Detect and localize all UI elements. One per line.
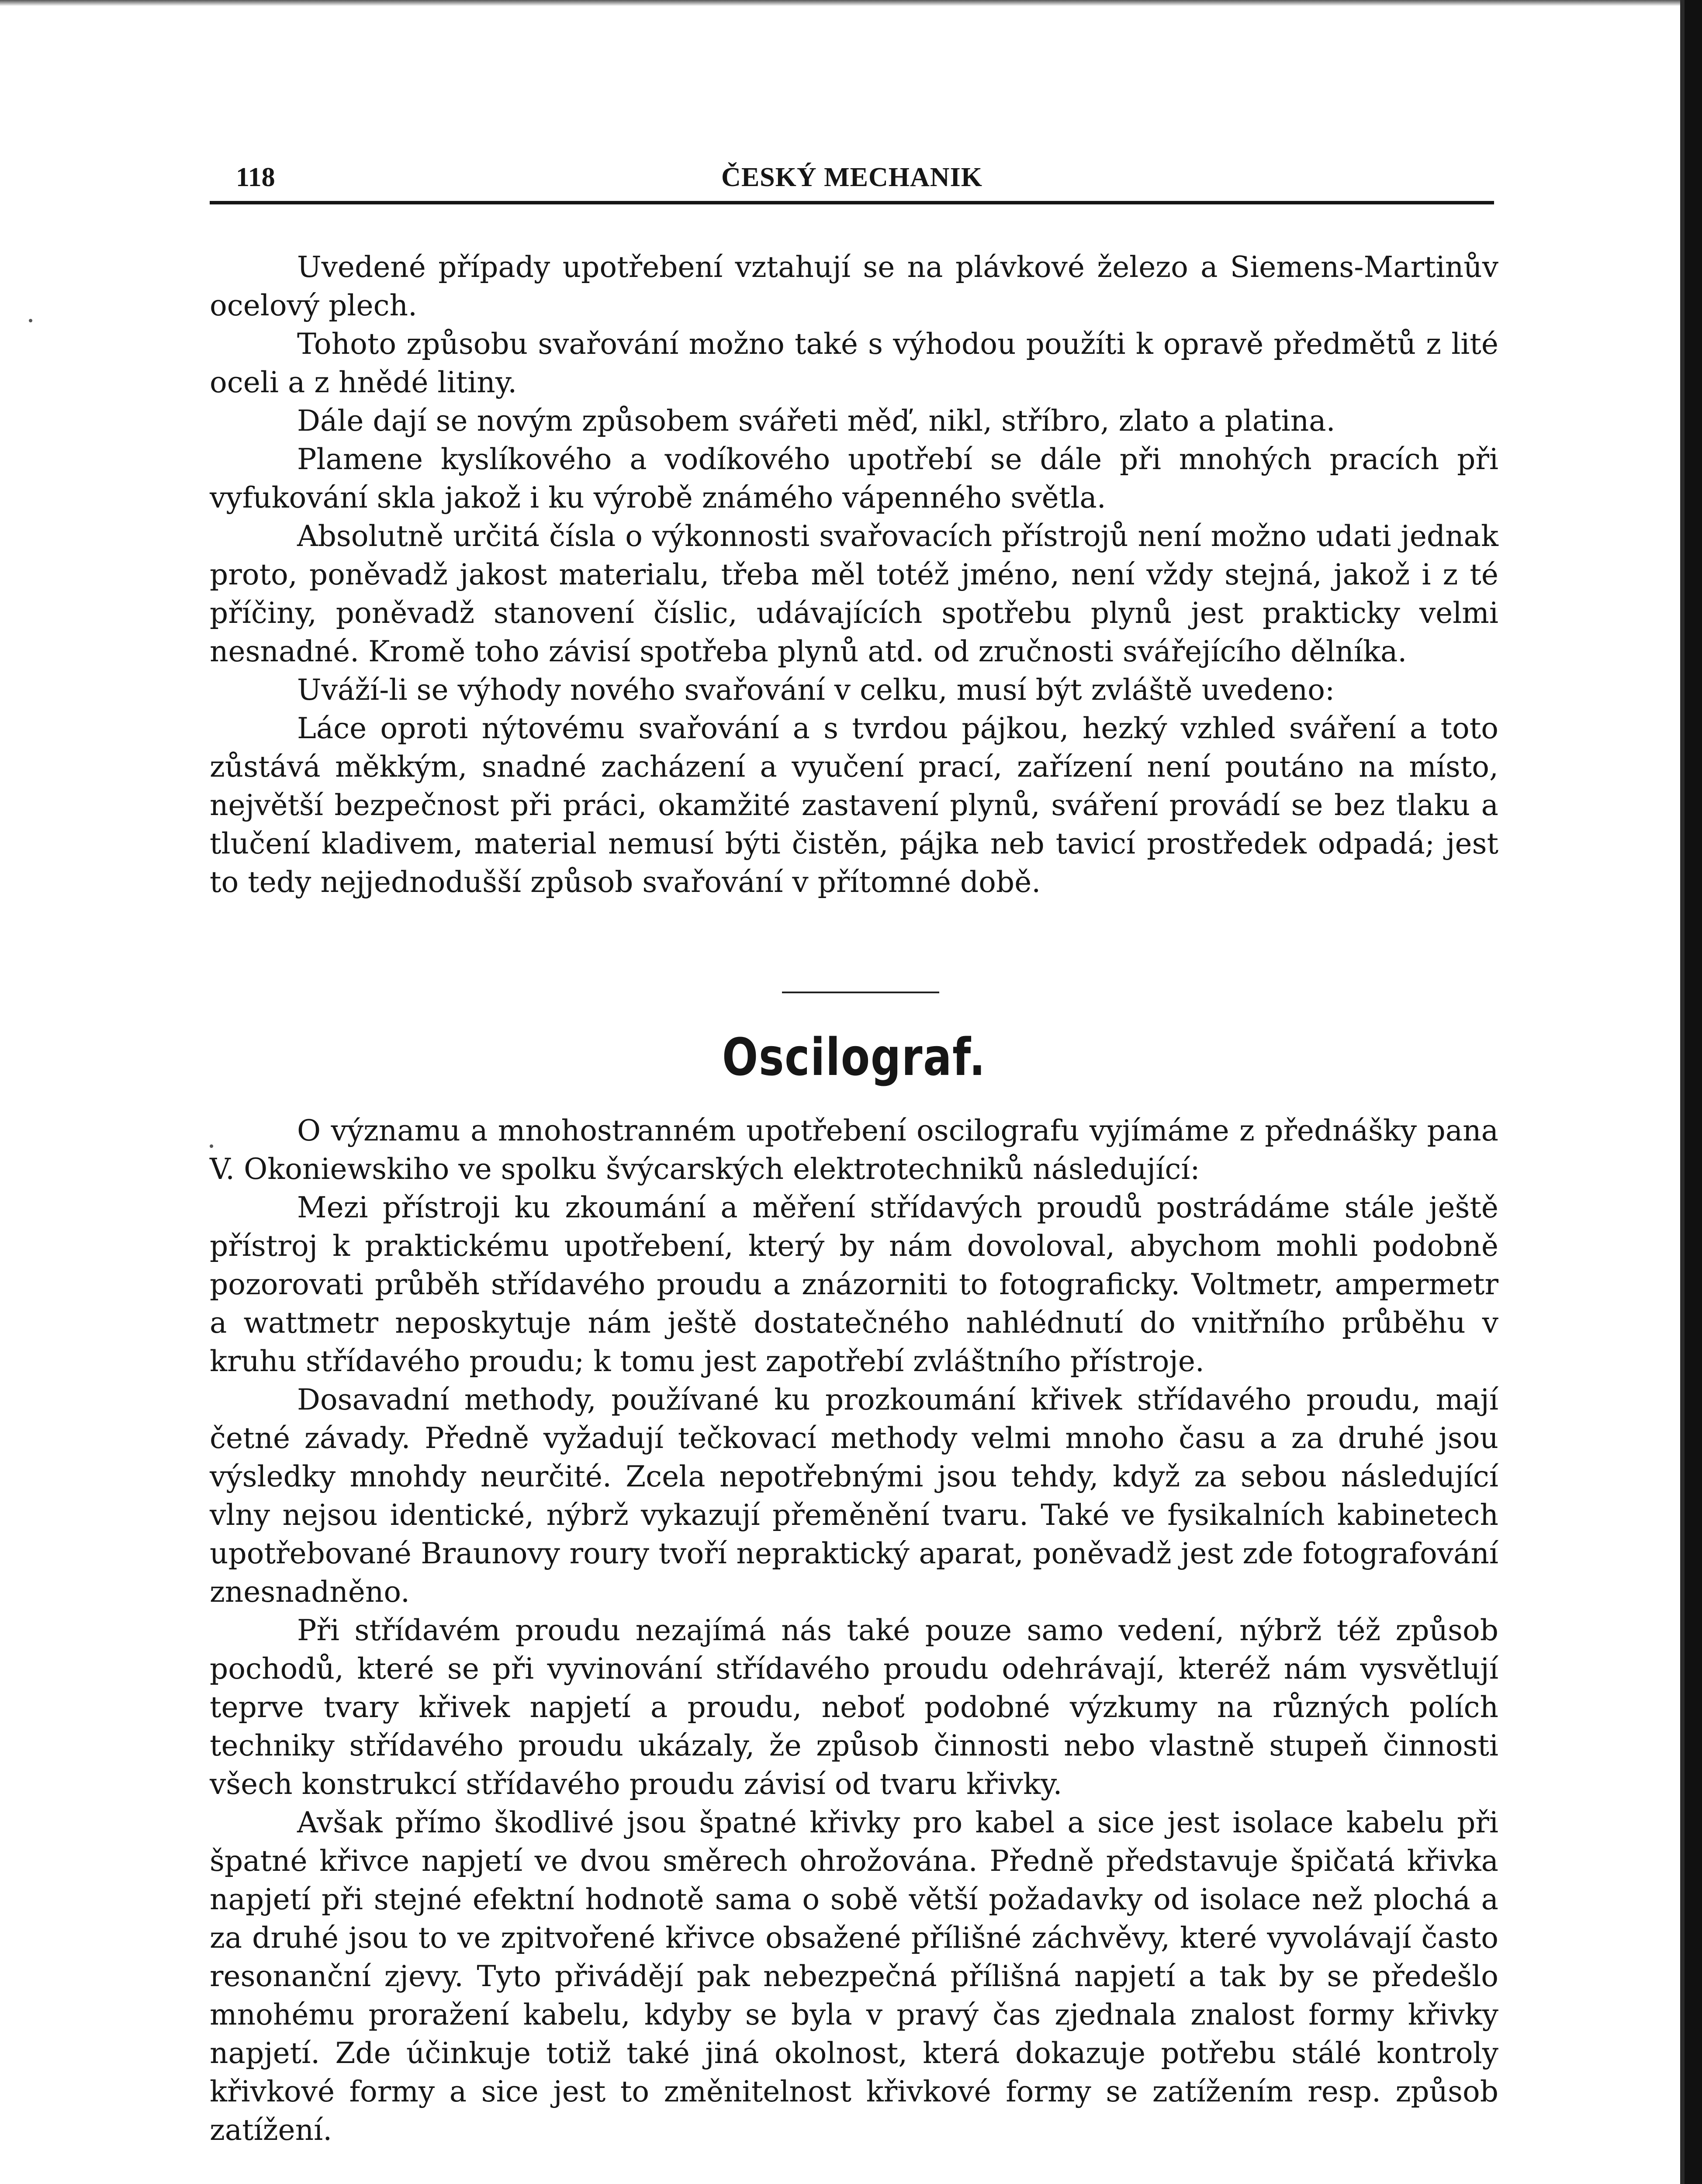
paragraph: Láce oproti nýtovému svařování a s tvrdou pájkou, hezký vzhled sváření a toto zůstává měkkým, snadné zacházení a vyučení prací, zařízení není poutáno na místo, největší bezpečnost při práci, okamžité zastavení plynů, sváření provádí se bez tlaku a tlučení kladivem, material nemusí býti čistěn, pájka neb tavicí prostředek odpadá; jest to tedy nejjednodušší způsob svařování v přítomné době. — [210, 712, 1498, 899]
running-title: ČESKÝ MECHANIK — [721, 162, 982, 192]
paragraph: Absolutně určitá čísla o výkonnosti svařovacích přístrojů není možno udati jednak proto, poněvadž jakost materialu, třeba měl totéž jméno, není vždy stejná, jakož i z té příčiny, poněvadž stanovení číslic, udávajících spotřebu plynů jest prakticky velmi nesnadné. Kromě toho závisí spotřeba plynů atd. od zručnosti svářejícího dělníka. — [210, 519, 1498, 668]
paragraph: Při střídavém proudu nezajímá nás také pouze samo vedení, nýbrž též způsob pochodů, které se při vyvinování střídavého proudu odehrávají, kteréž nám vysvětlují teprve tvary křivek napjetí a proudu, neboť podobné výzkumy na různých polích techniky střídavého proudu ukázaly, že způsob činnosti nebo vlastně stupeň činnosti všech konstrukcí střídavého proudu závisí od tvaru křivky. — [210, 1614, 1498, 1801]
scan-right-edge — [1685, 0, 1702, 2184]
header-double-rule — [210, 201, 1494, 204]
page-number: 118 — [236, 162, 275, 192]
scan-speck — [29, 319, 32, 322]
paragraph: Dosavadní methody, používané ku prozkoumání křivek střídavého proudu, mají četné závady. Předně vyžadují tečkovací methody velmi mnoho času a za druhé jsou výsledky mnohdy neurčité. Zcela nepotřebnými jsou tehdy, když za sebou následující vlny nejsou identické, nýbrž vykazují přeměnění tvaru. Také ve fysikalních kabinetech upotřebované Braunovy roury tvoří nepraktický aparat, poněvadž jest zde fotografování znesnadněno. — [210, 1383, 1498, 1609]
paragraph: Uváží-li se výhody nového svařování v celku, musí být zvláště uvedeno: — [297, 673, 1335, 707]
paragraph: Uvedené případy upotřebení vztahují se na plávkové železo a Siemens-Martinův ocelový plech. — [210, 250, 1498, 322]
paragraph: Mezi přístroji ku zkoumání a měření střídavých proudů postrádáme stále ještě přístroj k praktickému upotřebení, který by nám dovoloval, abychom mohli podobně pozorovati průběh střídavého proudu a znázorniti to fotograficky. Voltmetr, ampermetr a wattmetr neposkytuje nám ještě dostatečného nahlédnutí do vnitřního průběhu v kruhu střídavého proudu; k tomu jest zapotřebí zvláštního přístroje. — [210, 1191, 1498, 1378]
paragraph: Dále dají se novým způsobem svářeti měď, nikl, stříbro, zlato a platina. — [297, 404, 1335, 438]
scan-right-edge-shadow — [1680, 0, 1685, 2184]
section-text-block — [210, 1112, 1498, 2149]
scan-speck — [210, 1144, 213, 1148]
paragraph: Avšak přímo škodlivé jsou špatné křivky pro kabel a sice jest isolace kabelu při špatné křivce napjetí ve dvou směrech ohrožována. Předně představuje špičatá křivka napjetí při stejné efektní hodnotě sama o sobě větší požadavky od isolace než plochá a za druhé jsou to ve zpitvořené křivce obsažené přílišné záchvěvy, které vyvolávají často resonanční zjevy. Tyto přivádějí pak nebezpečná přílišná napjetí a tak by se předešlo mnohému proražení kabelu, kdyby se byla v pravý čas zjednala znalost formy křivky napjetí. Zde účinkuje totiž také jiná okolnost, která dokazuje potřebu stálé kontroly křivkové formy a sice jest to změnitelnost křivkové formy se zatížením resp. způsob zatížení. — [210, 1806, 1498, 2147]
page-header — [210, 160, 1494, 195]
paragraph: O významu a mnohostranném upotřebení oscilografu vyjímáme z přednášky pana V. Okoniewskiho ve spolku švýcarských elektrotechniků následující: — [210, 1114, 1498, 1186]
top-text-block — [210, 248, 1498, 902]
scan-top-edge — [0, 0, 1685, 6]
paragraph: Tohoto způsobu svařování možno také s výhodou použíti k opravě předmětů z lité oceli a z hnědé litiny. — [210, 327, 1498, 399]
section-title: Oscilograf. — [722, 1027, 986, 1087]
paragraph: Plamene kyslíkového a vodíkového upotřebí se dále při mnohých pracích při vyfukování skla jakož i ku výrobě známého vápenného světla. — [210, 442, 1498, 515]
section-separator-rule — [782, 992, 939, 993]
